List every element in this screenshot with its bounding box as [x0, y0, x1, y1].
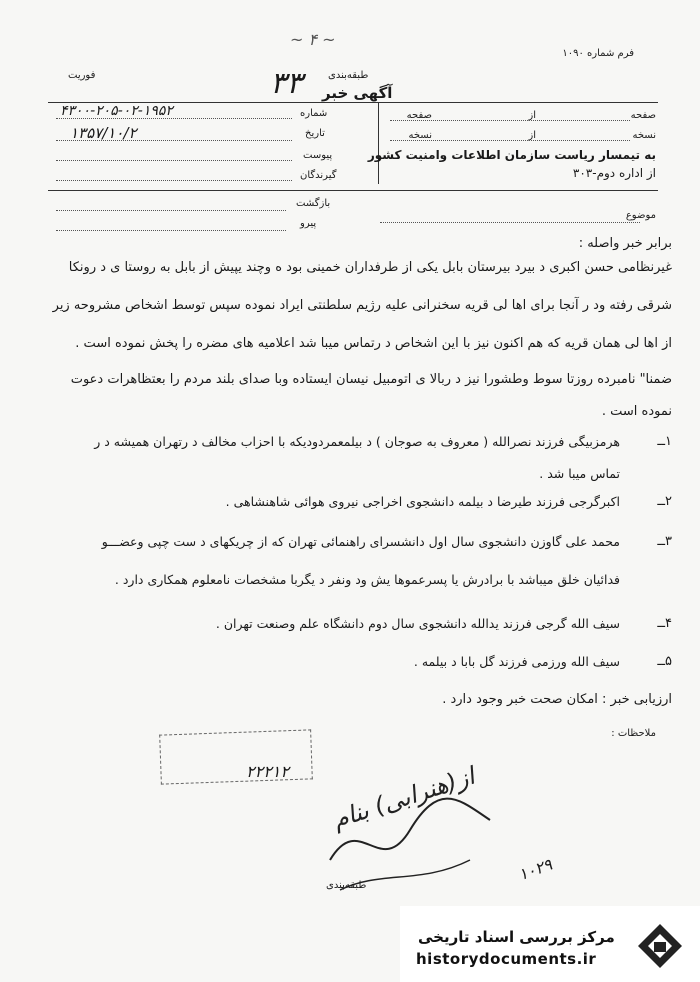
copy-label: نسخه [632, 130, 656, 141]
recipients-label: گیرندگان [300, 170, 337, 181]
urgency-label: فوریت [68, 70, 96, 81]
notes-label: ملاحظات : [611, 728, 656, 739]
number-label: شماره [300, 108, 328, 119]
page-label-2: صفحه [406, 110, 432, 121]
return-dotline [56, 210, 286, 211]
copy-dotline [390, 140, 630, 141]
number-value: ۴۳۰۰-۲۰۵-۰۲-۱۹۵۲ [60, 103, 173, 119]
date-label: تاریخ [305, 128, 325, 139]
footer-org-name: مرکز بررسی اسناد تاریخی [418, 928, 615, 946]
item-1-line2: تماس میبا شد . [539, 466, 620, 481]
subject-label: موضوع [625, 210, 656, 221]
received-stamp [159, 729, 313, 784]
classification-label: طبقه‌بندی [328, 70, 369, 81]
number-dotline [56, 118, 292, 119]
header-rule-2 [48, 190, 658, 191]
item-2-line1: اکبرگرجی فرزند طیرضا د بیلمه دانشجوی اخراجی نیروی هوائی شاهنشاهی . [225, 494, 620, 509]
item-3-line2: فدائیان خلق میباشد با برادرش یا پسرعموها یش ود ونفر د یگربا مشخصات نامعلوم همکاری دارد . [114, 572, 620, 587]
bottom-classification: طبقه‌بندی [326, 880, 367, 891]
item-1-number: ۱ــ [657, 434, 672, 449]
header-divider [378, 102, 379, 184]
date-value: ۱۳۵۷/۱۰/۲ [70, 124, 137, 142]
paragraph1-line1: غیرنظامی حسن اکبری د بیرد بیرستان بابل یکی از طرفداران خمینی بود ه وچند یپیش از بابل به روستا ی د رونکا [68, 260, 672, 275]
return-label: بازگشت [296, 198, 331, 209]
item-4-number: ۴ــ [657, 616, 672, 631]
attachment-label: پیوست [303, 150, 333, 161]
from-line: از اداره دوم-۳۰۳ [572, 166, 656, 180]
copy-of-label: از [528, 130, 536, 141]
top-scribble: ~ ۴ ~ [290, 30, 336, 49]
paragraph1-line2: شرقی رفته ود ر آنجا برای اها لی قریه سخنرانی علیه رژیم سلطنتی ایراد نموده سپس توسط اشخاص مشروحه زیر [52, 298, 672, 313]
attachment-dotline [56, 160, 292, 161]
page-of-label: از [528, 110, 536, 121]
item-1-line1: هرمزبیگی فرزند نصرالله ( معروف به صوجان ) د بیلمعمردودیکه با احزاب مخالف د رتهران همیشه د ر [94, 434, 620, 449]
copy-label-2: نسخه [408, 130, 432, 141]
page-label: صفحه [630, 110, 656, 121]
item-5-line1: سیف الله ورزمی فرزند گل بابا د بیلمه . [413, 654, 620, 669]
handwritten-33: ۳۳ [270, 66, 303, 101]
follow-label: پیرو [300, 218, 317, 229]
item-4-line1: سیف الله گرجی فرزند یدالله دانشجوی سال دوم دانشگاه علم وصنعت تهران . [215, 616, 620, 631]
recipients-dotline [56, 180, 292, 181]
follow-dotline [56, 230, 286, 231]
item-5-number: ۵ــ [657, 654, 672, 669]
bottom-handwriting: ۱۰۲۹ [515, 854, 555, 885]
signature: از(هنرابی) بنام [329, 761, 478, 835]
form-number: فرم شماره ۱۰۹۰ [562, 48, 634, 59]
evaluation-line: ارزیابی خبر : امکان صحت خبر وجود دارد . [442, 692, 672, 707]
footer-website: historydocuments.ir [416, 950, 597, 968]
to-line: به تیمسار ریاست سازمان اطلاعات وامنیت کشور [367, 148, 656, 162]
item-3-line1: محمد علی گاوزن دانشجوی سال اول دانشسرای راهنمائی تهران که از چریکهای د ست چپی وعضـــو [101, 534, 620, 549]
archive-logo-icon [632, 918, 688, 974]
doc-type: آگهی خبر [322, 84, 393, 102]
item-3-number: ۳ــ [657, 534, 672, 549]
item-2-number: ۲ــ [657, 494, 672, 509]
page-dotline [390, 120, 630, 121]
handwritten-number: ۲۲۲۱۲ [246, 762, 289, 781]
intro-line: برابر خبر واصله : [578, 236, 672, 251]
paragraph2-line2: نموده است . [601, 404, 672, 419]
date-dotline [56, 140, 292, 141]
paragraph1-line3: از اها لی همان قریه که هم اکنون نیز با این اشخاص د رتماس میبا شد اعلامیه های مضره را پخش نموده است . [75, 336, 672, 351]
subject-dotline [380, 222, 640, 223]
paragraph2-line1: ضمنا" نامبرده روزتا سوط وطشورا نیز د ربالا ی اتومبیل نیسان ایستاده وبا صدای بلند مردم را بعتظاهرات دعوت [70, 372, 672, 387]
